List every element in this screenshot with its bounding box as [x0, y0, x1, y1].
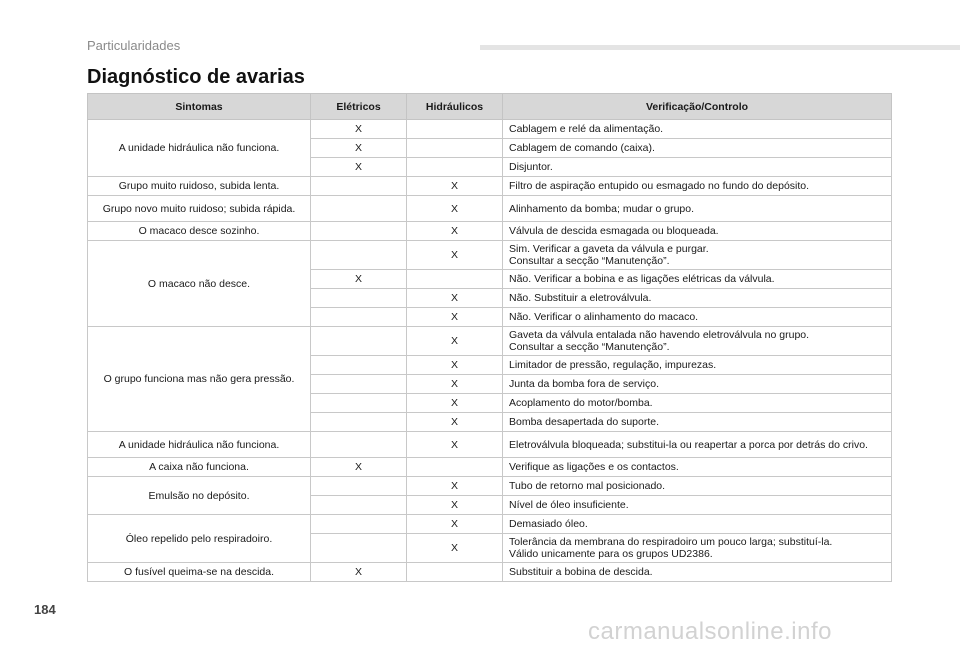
table-body [88, 120, 892, 582]
check-line: Substituir a bobina de descida. [509, 566, 653, 578]
electrical-cell: X [311, 563, 407, 582]
electrical-cell [311, 394, 407, 413]
hydraulic-cell: X [407, 196, 503, 222]
table-row [88, 196, 892, 222]
page-title: Diagnóstico de avarias [87, 66, 305, 88]
hydraulic-cell: X [407, 394, 503, 413]
check-line: Sim. Verificar a gaveta da válvula e purgar. [509, 243, 709, 255]
check-line: Disjuntor. [509, 161, 553, 173]
hydraulic-cell: X [407, 375, 503, 394]
electrical-cell [311, 196, 407, 222]
electrical-cell: X [311, 270, 407, 289]
check-cell [503, 289, 892, 308]
table-row [88, 222, 892, 241]
electrical-cell: X [311, 158, 407, 177]
symptom-cell: O macaco desce sozinho. [88, 222, 311, 241]
watermark: carmanualsonline.info [588, 618, 832, 645]
symptom-cell: O fusível queima-se na descida. [88, 563, 311, 582]
hydraulic-cell [407, 158, 503, 177]
hydraulic-cell: X [407, 534, 503, 563]
table-row [88, 477, 892, 496]
electrical-cell [311, 241, 407, 270]
check-cell [503, 413, 892, 432]
table-row [88, 241, 892, 270]
table-row [88, 563, 892, 582]
check-cell [503, 177, 892, 196]
check-line: Cablagem de comando (caixa). [509, 142, 655, 154]
hydraulic-cell: X [407, 496, 503, 515]
hydraulic-cell: X [407, 413, 503, 432]
hydraulic-cell: X [407, 515, 503, 534]
hydraulic-cell: X [407, 477, 503, 496]
hydraulic-cell [407, 270, 503, 289]
check-line: Tubo de retorno mal posicionado. [509, 480, 666, 492]
electrical-cell: X [311, 139, 407, 158]
check-line: Não. Verificar a bobina e as ligações elétricas da válvula. [509, 273, 775, 285]
check-line: Consultar a secção “Manutenção”. [509, 255, 670, 267]
hydraulic-cell [407, 139, 503, 158]
table-header-row [88, 94, 892, 120]
symptom-cell: Grupo muito ruidoso, subida lenta. [88, 177, 311, 196]
hydraulic-cell [407, 563, 503, 582]
check-cell [503, 477, 892, 496]
hydraulic-cell [407, 120, 503, 139]
page-number: 184 [34, 602, 56, 617]
table-row [88, 458, 892, 477]
electrical-cell [311, 177, 407, 196]
check-line: Não. Verificar o alinhamento do macaco. [509, 311, 699, 323]
symptom-cell: Óleo repelido pelo respiradoiro. [88, 515, 311, 563]
check-line: Gaveta da válvula entalada não havendo eletroválvula no grupo. [509, 329, 810, 341]
check-cell [503, 196, 892, 222]
symptom-cell: A unidade hidráulica não funciona. [88, 432, 311, 458]
check-line: Verifique as ligações e os contactos. [509, 461, 679, 473]
check-line: Cablagem e relé da alimentação. [509, 123, 664, 135]
check-line: Nível de óleo insuficiente. [509, 499, 629, 511]
diagnostics-table [87, 93, 892, 582]
check-line: Válido unicamente para os grupos UD2386. [509, 548, 713, 560]
check-cell [503, 222, 892, 241]
check-line: Limitador de pressão, regulação, impurezas. [509, 359, 717, 371]
check-cell [503, 515, 892, 534]
check-cell [503, 432, 892, 458]
check-cell [503, 308, 892, 327]
column-header-check: Verificação/Controlo [503, 94, 892, 120]
symptom-cell: Emulsão no depósito. [88, 477, 311, 515]
check-cell [503, 270, 892, 289]
hydraulic-cell: X [407, 241, 503, 270]
hydraulic-cell: X [407, 177, 503, 196]
check-cell [503, 534, 892, 563]
check-line: Demasiado óleo. [509, 518, 588, 530]
electrical-cell [311, 222, 407, 241]
electrical-cell [311, 308, 407, 327]
electrical-cell [311, 496, 407, 515]
check-line: Alinhamento da bomba; mudar o grupo. [509, 202, 695, 215]
table-row [88, 177, 892, 196]
electrical-cell [311, 432, 407, 458]
electrical-cell [311, 356, 407, 375]
check-line: Consultar a secção “Manutenção”. [509, 341, 670, 353]
electrical-cell [311, 477, 407, 496]
header-divider [480, 45, 960, 50]
symptom-cell: O grupo funciona mas não gera pressão. [88, 327, 311, 432]
electrical-cell [311, 327, 407, 356]
electrical-cell: X [311, 120, 407, 139]
check-cell [503, 241, 892, 270]
column-header-electrical: Elétricos [311, 94, 407, 120]
electrical-cell [311, 534, 407, 563]
symptom-cell: A unidade hidráulica não funciona. [88, 120, 311, 177]
electrical-cell: X [311, 458, 407, 477]
section-header: Particularidades [87, 38, 181, 53]
check-line: Acoplamento do motor/bomba. [509, 397, 653, 409]
check-cell [503, 496, 892, 515]
check-cell [503, 563, 892, 582]
electrical-cell [311, 289, 407, 308]
check-line: Tolerância da membrana do respiradoiro um pouco larga; substituí-la. [509, 536, 833, 548]
electrical-cell [311, 413, 407, 432]
check-line: Não. Substituir a eletroválvula. [509, 292, 652, 304]
table-row [88, 120, 892, 139]
column-header-hydraulic: Hidráulicos [407, 94, 503, 120]
check-cell [503, 120, 892, 139]
check-cell [503, 375, 892, 394]
table-row [88, 432, 892, 458]
symptom-cell: O macaco não desce. [88, 241, 311, 327]
check-cell [503, 139, 892, 158]
hydraulic-cell: X [407, 289, 503, 308]
hydraulic-cell: X [407, 327, 503, 356]
check-cell [503, 158, 892, 177]
hydraulic-cell: X [407, 432, 503, 458]
check-line: Bomba desapertada do suporte. [509, 416, 660, 428]
column-header-symptoms: Sintomas [88, 94, 311, 120]
symptom-cell: Grupo novo muito ruidoso; subida rápida. [88, 196, 311, 222]
check-cell [503, 458, 892, 477]
check-cell [503, 327, 892, 356]
hydraulic-cell [407, 458, 503, 477]
check-line: Junta da bomba fora de serviço. [509, 378, 660, 390]
symptom-cell: A caixa não funciona. [88, 458, 311, 477]
check-line: Eletroválvula bloqueada; substitui-la ou reapertar a porca por detrás do crivo. [509, 438, 868, 451]
check-line: Filtro de aspiração entupido ou esmagado no fundo do depósito. [509, 180, 810, 192]
check-line: Válvula de descida esmagada ou bloqueada. [509, 225, 719, 237]
table-row [88, 515, 892, 534]
hydraulic-cell: X [407, 222, 503, 241]
check-cell [503, 394, 892, 413]
table-row [88, 327, 892, 356]
check-cell [503, 356, 892, 375]
electrical-cell [311, 375, 407, 394]
electrical-cell [311, 515, 407, 534]
hydraulic-cell: X [407, 356, 503, 375]
hydraulic-cell: X [407, 308, 503, 327]
